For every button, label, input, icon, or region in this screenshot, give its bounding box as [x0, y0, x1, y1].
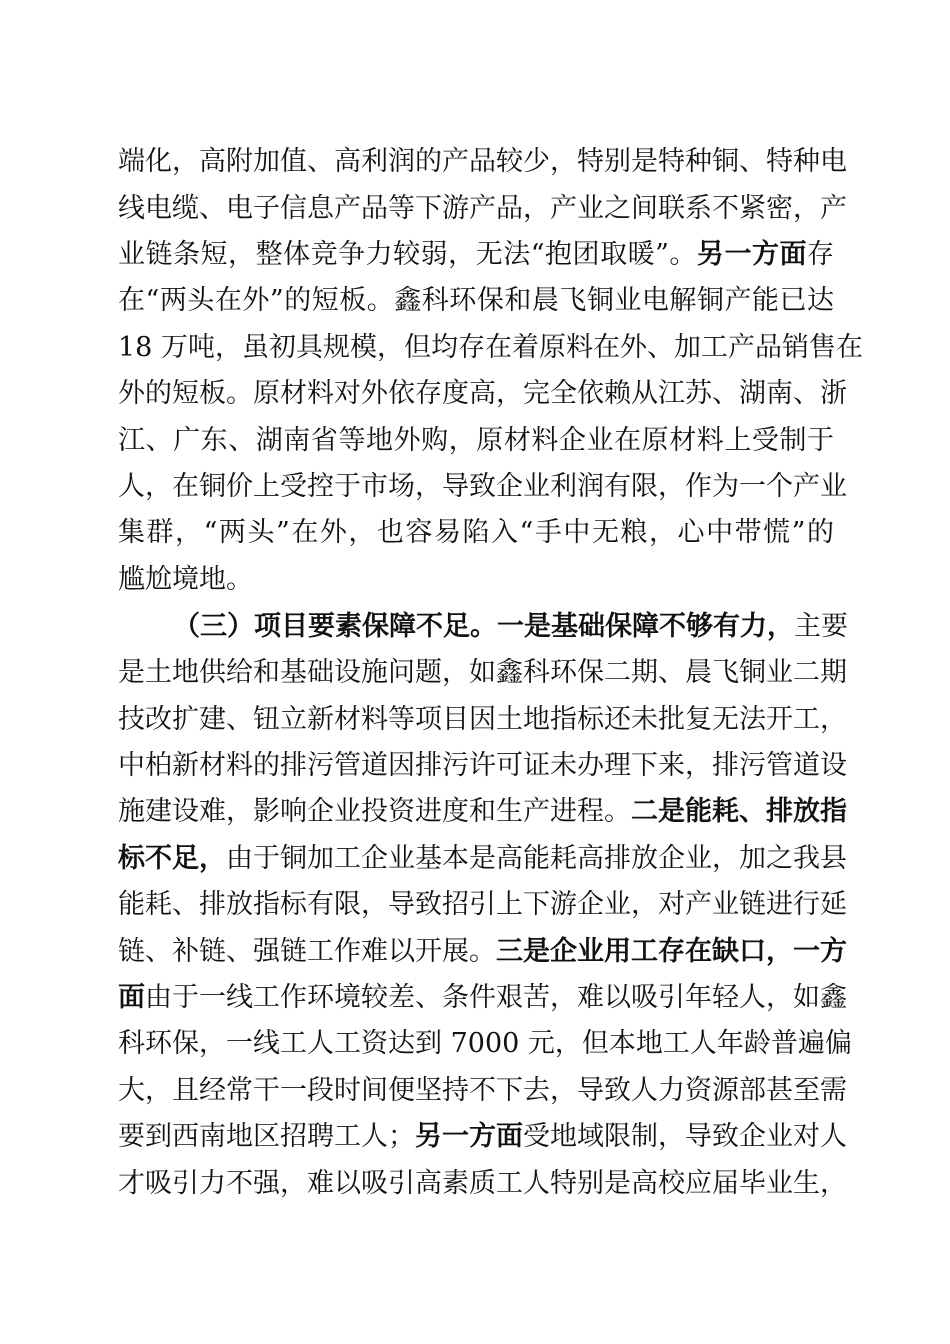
- bold-text-run: 三是企业用工存在缺口，一方: [496, 936, 847, 967]
- body-text-line: [118, 513, 834, 553]
- body-text-line: [118, 978, 847, 1018]
- body-text-line: [118, 1164, 847, 1204]
- bold-text-run: 面: [118, 982, 145, 1013]
- text-run: 存: [807, 239, 834, 270]
- text-run: 江、广东、湖南省等地外购，原材料企业在原材料上受制于: [118, 425, 834, 456]
- text-run: 链、补链、强链工作难以开展。: [118, 936, 496, 967]
- text-run: 主要: [794, 611, 848, 642]
- bold-text-run: 另一方面: [415, 1121, 523, 1152]
- text-run: 端化，高附加值、高利润的产品较少，特别是特种铜、特种电: [118, 146, 847, 177]
- text-run: 尴尬境地。: [118, 564, 253, 595]
- body-text-line: [118, 1024, 852, 1064]
- text-run: 集群，“两头”在外，也容易陷入“手中无粮，心中带慌”的: [118, 517, 834, 548]
- body-text-line: [118, 467, 847, 507]
- body-text-line: [118, 885, 847, 925]
- body-text-line: [118, 235, 834, 275]
- text-run: 由于铜加工企业基本是高能耗高排放企业，加之我县: [226, 843, 847, 874]
- text-run: 人，在铜价上受控于市场，导致企业利润有限，作为一个产业: [118, 471, 847, 502]
- body-text-line: [118, 653, 847, 693]
- bold-text-run: 另一方面: [696, 239, 807, 270]
- body-text-line: [118, 421, 834, 461]
- text-run: 由于一线工作环境较差、条件艰苦，难以吸引年轻人，如鑫: [145, 982, 847, 1013]
- text-run: 中柏新材料的排污管道因排污许可证未办理下来，排污管道设: [118, 750, 847, 781]
- body-text-line: [118, 1071, 847, 1111]
- body-text-line: [118, 746, 847, 786]
- text-run: 要到西南地区招聘工人；: [118, 1121, 415, 1152]
- text-run: 外的短板。原材料对外依存度高，完全依赖从江苏、湖南、浙: [118, 378, 847, 409]
- text-run: 能耗、排放指标有限，导致招引上下游企业，对产业链进行延: [118, 889, 847, 920]
- text-run: 科环保，一线工人工资达到 7000 元，但本地工人年龄普遍偏: [118, 1028, 852, 1059]
- text-run: 受地域限制，导致企业对人: [523, 1121, 847, 1152]
- body-text-line: [118, 932, 847, 972]
- body-text-line: [118, 374, 847, 414]
- body-text-line: [118, 700, 847, 740]
- body-text-line: [118, 142, 847, 182]
- body-text-line: [118, 189, 847, 229]
- body-text-line: [118, 328, 863, 368]
- body-text-line: [118, 281, 834, 321]
- text-run: 才吸引力不强，难以吸引高素质工人特别是高校应届毕业生，: [118, 1168, 847, 1199]
- body-text-line: [118, 560, 834, 600]
- body-text-line: [118, 792, 847, 832]
- text-run: 18 万吨，虽初具规模，但均存在着原料在外、加工产品销售在: [118, 332, 863, 363]
- text-run: 在“两头在外”的短板。鑫科环保和晨飞铜业电解铜产能已达: [118, 285, 834, 316]
- body-text-line: [118, 1117, 847, 1157]
- text-run: 是土地供给和基础设施问题，如鑫科环保二期、晨飞铜业二期: [118, 657, 847, 688]
- text-run: 施建设难，影响企业投资进度和生产进程。: [118, 796, 631, 827]
- text-run: 技改扩建、钮立新材料等项目因土地指标还未批复无法开工，: [118, 704, 847, 735]
- text-run: 业链条短，整体竞争力较弱，无法“抱团取暖”。: [118, 239, 697, 270]
- text-run: 线电缆、电子信息产品等下游产品，产业之间联系不紧密，产: [118, 193, 847, 224]
- text-run: 大，且经常干一段时间便坚持不下去，导致人力资源部甚至需: [118, 1075, 847, 1106]
- section-heading-line: [173, 607, 848, 647]
- bold-text-run: 二是能耗、排放指: [631, 796, 847, 827]
- bold-text-run: 标不足，: [118, 843, 226, 874]
- body-text-line: [118, 839, 847, 879]
- bold-text-run: （三）项目要素保障不足。一是基础保障不够有力，: [173, 611, 794, 642]
